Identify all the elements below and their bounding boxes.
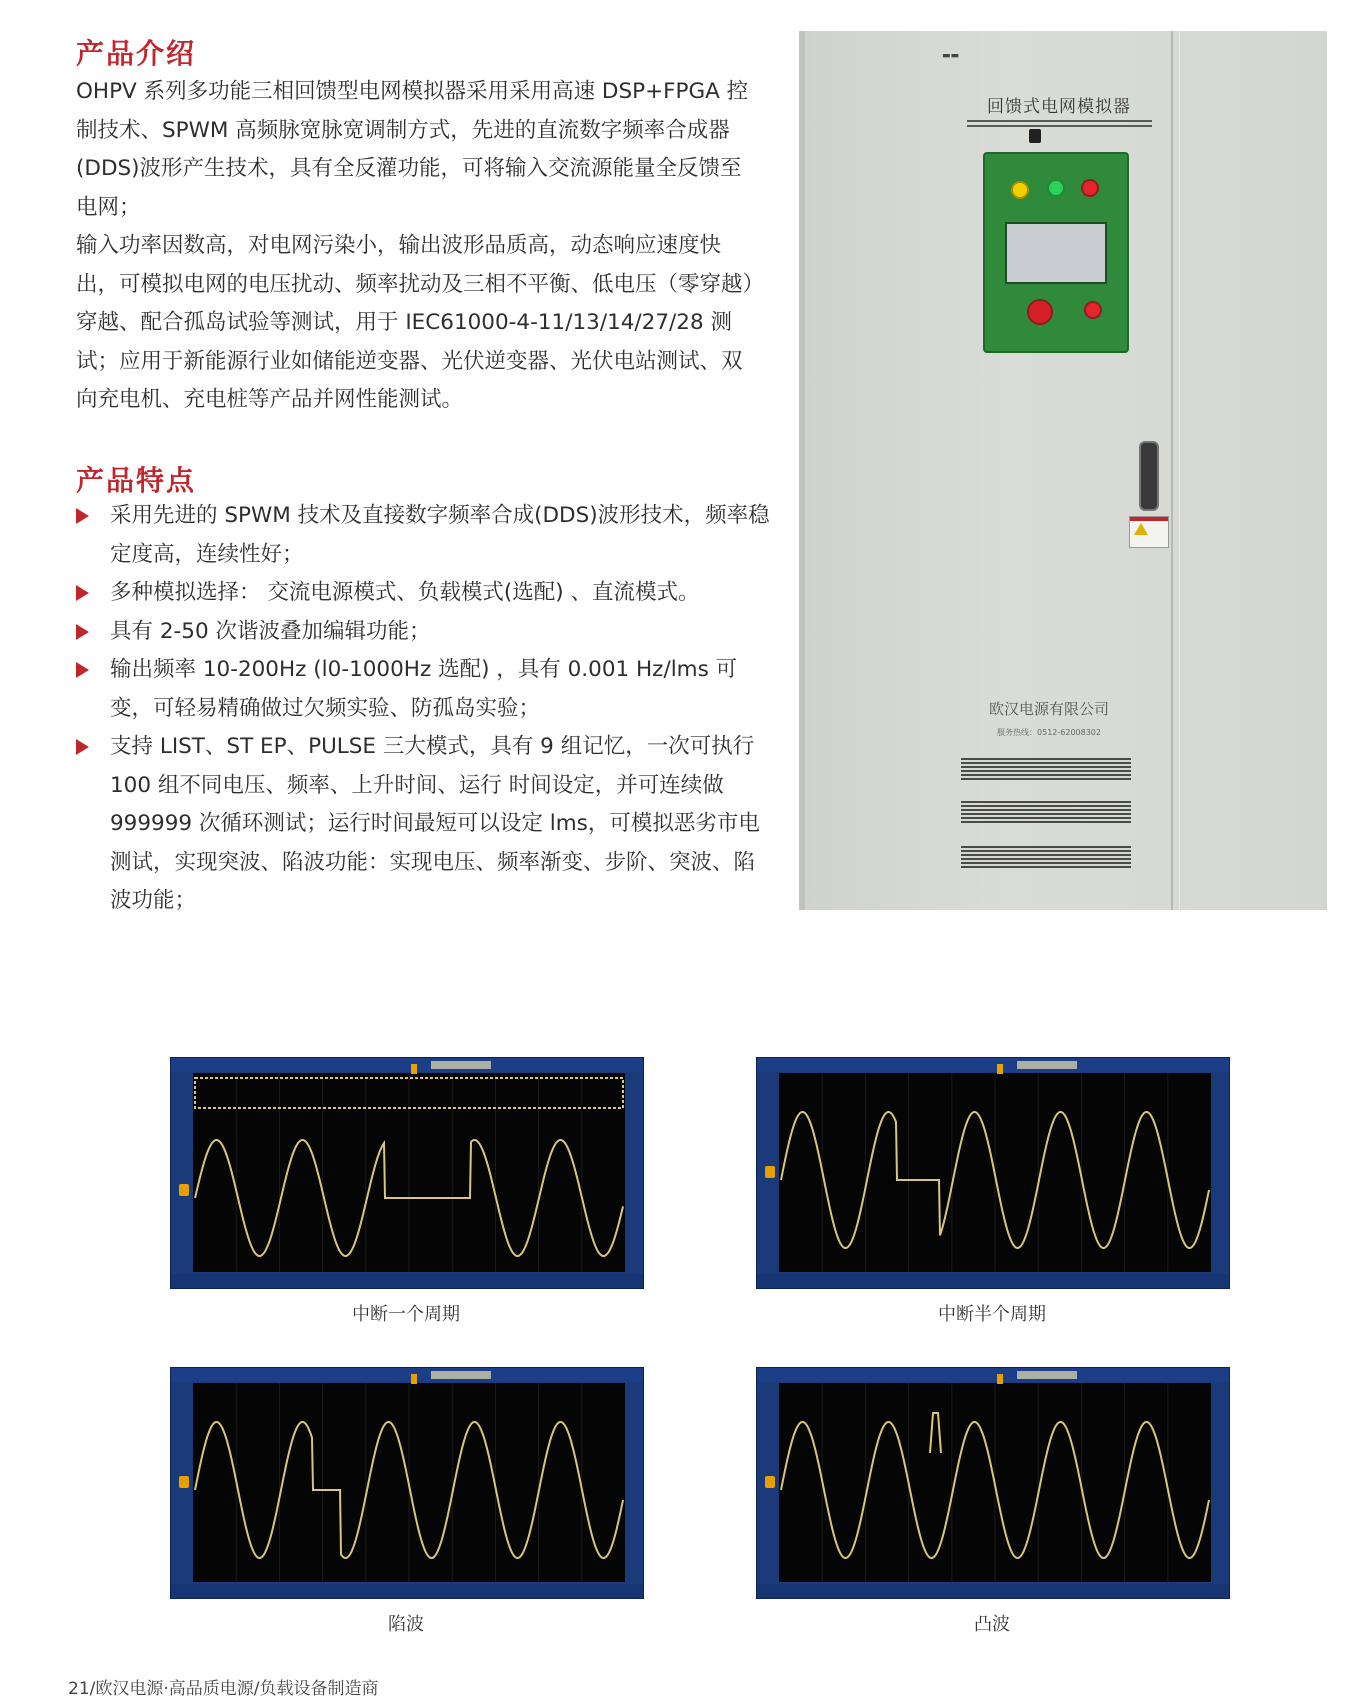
scope-caption: 中断一个周期: [352, 1304, 460, 1325]
vent-grille: [961, 846, 1131, 868]
waveform: [757, 1058, 1229, 1288]
cabinet-title-underline: [967, 125, 1152, 127]
scope-caption: 凸波: [974, 1614, 1010, 1635]
triangle-bullet-icon: [76, 585, 89, 601]
trigger-marker-icon: [411, 1374, 417, 1384]
waveform: [171, 1058, 643, 1288]
touch-screen: [1005, 222, 1107, 284]
cabinet-door-highlight: [1179, 31, 1180, 910]
warning-label: [1129, 516, 1169, 548]
vent-grille: [961, 758, 1131, 780]
feature-item: [76, 497, 776, 574]
cabinet-edge: [799, 31, 805, 910]
scope-header-tag: [1017, 1061, 1077, 1069]
intro-title: 产品介绍: [76, 37, 197, 70]
scope-notch: [170, 1367, 644, 1599]
red-button-icon: [1084, 301, 1102, 319]
control-panel: [983, 152, 1129, 353]
intro-text: [76, 73, 756, 420]
cabinet-door-seam: [1171, 31, 1173, 910]
triangle-bullet-icon: [76, 624, 89, 640]
intro-paragraph-1: OHPV 系列多功能三相回馈型电网模拟器采用采用高速 DSP+FPGA 控制技术、SPWM 高频脉宽脉宽调制方式，先进的直流数字频率合成器(DDS)波形产生技术，具有全反灌功能，可将输入交流源能量全反馈至电网；: [76, 79, 749, 220]
vent-grille: [961, 801, 1131, 823]
cable-clip-icon: [1029, 129, 1041, 143]
feature-item: [76, 728, 776, 921]
scope-header-tag: [431, 1371, 491, 1379]
waveform: [171, 1368, 643, 1598]
cabinet-title-underline: [967, 120, 1152, 122]
intro-paragraph-2: 输入功率因数高，对电网污染小，输出波形品质高，动态响应速度快出，可模拟电网的电压扰动、频率扰动及三相不平衡、低电压（零穿越）穿越、配合孤岛试验等测试，用于 IEC61000-4-11/13/14/27/28 测试；应用于新能源行业如储能逆变器、光伏逆变器、光伏电站测试、双向充电机、充电桩等产品并网性能测试。: [76, 233, 754, 412]
feature-item: [76, 574, 776, 613]
spike-trace: [930, 1413, 941, 1453]
feature-text: 支持 LIST、ST EP、PULSE 三大模式，具有 9 组记忆，一次可执行 100 组不同电压、频率、上升时间、运行 时间设定，并可连续做 999999 次循环测试；运行时间最短可以设定 lms，可模拟恶劣市电测试，实现突波、陷波功能：实现电压、频率渐变、步阶、突波、陷波功能；: [110, 734, 760, 913]
trigger-marker-icon: [997, 1374, 1003, 1384]
feature-text: 采用先进的 SPWM 技术及直接数字频率合成(DDS)波形技术，频率稳定度高，连续性好；: [110, 503, 770, 567]
warning-stripe: [1130, 517, 1168, 521]
triangle-bullet-icon: [76, 508, 89, 524]
features-list: [76, 497, 776, 921]
triangle-bullet-icon: [76, 662, 89, 678]
scope-header-tag: [1017, 1371, 1077, 1379]
feature-item: [76, 613, 776, 652]
warning-triangle-icon: [1134, 523, 1148, 535]
feature-text: 多种模拟选择： 交流电源模式、负载模式(选配) 、直流模式。: [110, 580, 700, 605]
cabinet-title: 回馈式电网模拟器: [987, 97, 1131, 117]
scope-caption: 中断半个周期: [938, 1304, 1046, 1325]
red-lamp-icon: [1081, 179, 1099, 197]
cabinet-photo: [799, 31, 1327, 910]
feature-item: [76, 651, 776, 728]
yellow-lamp-icon: [1011, 181, 1029, 199]
door-handle-icon: [1139, 441, 1159, 511]
scope-caption: 陷波: [388, 1614, 424, 1635]
scope-interrupt-full: [170, 1057, 644, 1289]
cabinet-logo-mark: ▬▬: [942, 51, 960, 61]
scope-spike: [756, 1367, 1230, 1599]
features-title: 产品特点: [76, 464, 197, 497]
waveform: [757, 1368, 1229, 1598]
green-lamp-icon: [1047, 179, 1065, 197]
cabinet-hotline: 服务热线：0512-62008302: [997, 728, 1101, 737]
page-footer: 21/欧汉电源·高品质电源/负载设备制造商: [68, 1679, 379, 1699]
scope-header-tag: [431, 1061, 491, 1069]
cabinet-company: 欧汉电源有限公司: [988, 700, 1109, 718]
emergency-stop-button: [1027, 299, 1053, 325]
trigger-marker-icon: [411, 1064, 417, 1074]
feature-text: 具有 2-50 次谐波叠加编辑功能；: [110, 618, 431, 644]
triangle-bullet-icon: [76, 739, 89, 755]
scope-interrupt-half: [756, 1057, 1230, 1289]
trigger-marker-icon: [997, 1064, 1003, 1074]
feature-text: 输出频率 10-200Hz (l0-1000Hz 选配) ，具有 0.001 Hz/lms 可变，可轻易精确做过欠频实验、防孤岛实验；: [110, 657, 738, 721]
